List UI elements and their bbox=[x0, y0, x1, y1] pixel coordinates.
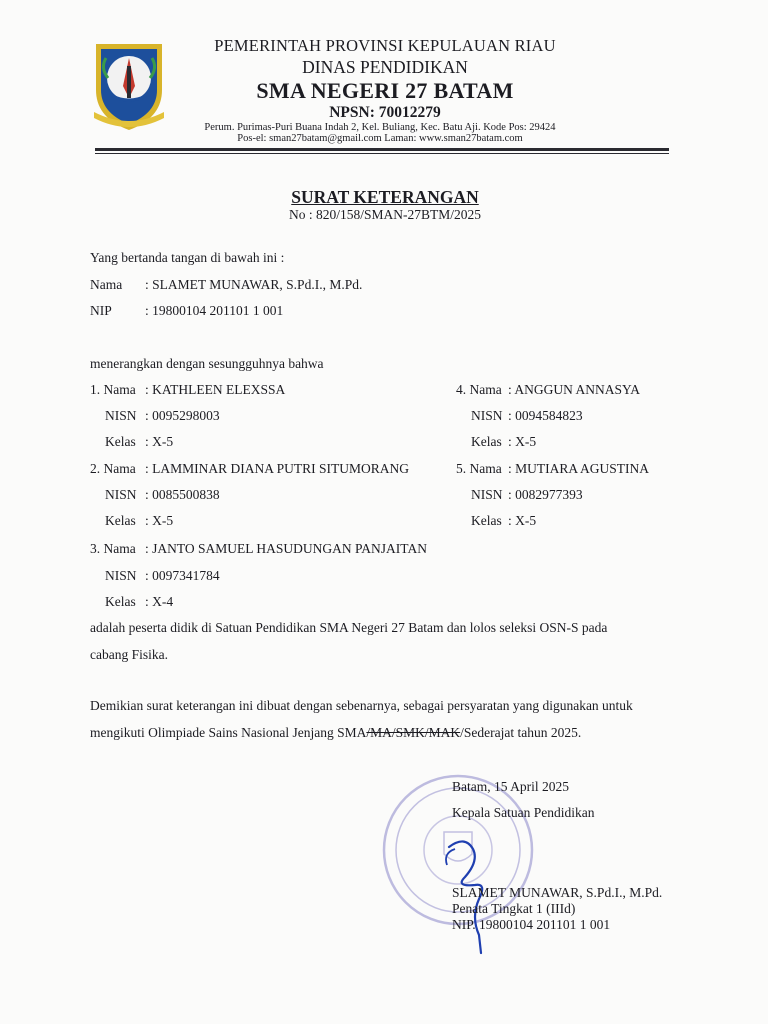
student-name-label: 5. Nama bbox=[456, 461, 502, 476]
signer-name-label: Nama bbox=[90, 277, 123, 292]
student-nisn-label: NISN bbox=[105, 408, 137, 423]
letter-title: SURAT KETERANGAN bbox=[291, 187, 479, 207]
signature-nip: NIP. 19800104 201101 1 001 bbox=[452, 917, 611, 932]
paragraph-2-text-a: mengikuti Olimpiade Sains Nasional Jenjang SMA bbox=[90, 725, 367, 740]
intro-text: Yang bertanda tangan di bawah ini : bbox=[90, 250, 285, 265]
student-name: : JANTO SAMUEL HASUDUNGAN PANJAITAN bbox=[145, 541, 427, 556]
student-name: : ANGGUN ANNASYA bbox=[508, 382, 641, 397]
student-name-label: 2. Nama bbox=[90, 461, 136, 476]
letterhead-divider-thin bbox=[95, 153, 669, 154]
student-kelas: : X-5 bbox=[145, 434, 174, 449]
npsn-heading: NPSN: 70012279 bbox=[329, 104, 441, 121]
student-kelas-label: Kelas bbox=[471, 434, 502, 449]
student-nisn-label: NISN bbox=[105, 568, 137, 583]
student-kelas: : X-5 bbox=[145, 513, 174, 528]
student-kelas: : X-4 bbox=[145, 594, 174, 609]
school-heading: SMA NEGERI 27 BATAM bbox=[256, 78, 514, 103]
government-heading: PEMERINTAH PROVINSI KEPULAUAN RIAU bbox=[214, 36, 556, 55]
student-name-label: 3. Nama bbox=[90, 541, 136, 556]
paragraph-2-line-2 bbox=[90, 725, 581, 741]
paragraph-1-line-1: adalah peserta didik di Satuan Pendidikan SMA Negeri 27 Batam dan lolos seleksi OSN-S pada bbox=[90, 620, 608, 635]
student-kelas-label: Kelas bbox=[105, 434, 136, 449]
student-name: : MUTIARA AGUSTINA bbox=[508, 461, 650, 476]
student-name: : LAMMINAR DIANA PUTRI SITUMORANG bbox=[145, 461, 410, 476]
student-kelas-label: Kelas bbox=[105, 513, 136, 528]
signature-name: SLAMET MUNAWAR, S.Pd.I., M.Pd. bbox=[452, 885, 663, 900]
student-nisn-label: NISN bbox=[471, 487, 503, 502]
department-heading: DINAS PENDIDIKAN bbox=[302, 57, 468, 77]
school-address: Perum. Purimas-Puri Buana Indah 2, Kel. Buliang, Kec. Batu Aji. Kode Pos: 29424 bbox=[204, 122, 556, 133]
student-name-label: 4. Nama bbox=[456, 382, 502, 397]
signature-position: Kepala Satuan Pendidikan bbox=[452, 805, 595, 820]
signer-nip-label: NIP bbox=[90, 303, 112, 318]
student-nisn: : 0082977393 bbox=[508, 487, 583, 502]
provincial-emblem-icon bbox=[90, 38, 168, 134]
student-kelas-label: Kelas bbox=[471, 513, 502, 528]
letter-number: No : 820/158/SMAN-27BTM/2025 bbox=[288, 207, 481, 222]
signer-nip-value: : 19800104 201101 1 001 bbox=[145, 303, 284, 318]
declaration-text: menerangkan dengan sesungguhnya bahwa bbox=[90, 356, 324, 371]
student-nisn: : 0094584823 bbox=[508, 408, 583, 423]
student-nisn: : 0097341784 bbox=[145, 568, 220, 583]
signature-place-date: Batam, 15 April 2025 bbox=[452, 779, 569, 794]
student-kelas: : X-5 bbox=[508, 434, 537, 449]
signature-rank: Penata Tingkat 1 (IIId) bbox=[452, 901, 576, 916]
signer-name-value: : SLAMET MUNAWAR, S.Pd.I., M.Pd. bbox=[145, 277, 363, 292]
student-nisn: : 0095298003 bbox=[145, 408, 220, 423]
student-name-label: 1. Nama bbox=[90, 382, 136, 397]
student-nisn-label: NISN bbox=[105, 487, 137, 502]
paragraph-2-struck-text: /MA/SMK/MAK bbox=[366, 725, 461, 740]
paragraph-1-line-2: cabang Fisika. bbox=[90, 647, 168, 662]
student-nisn: : 0085500838 bbox=[145, 487, 220, 502]
student-nisn-label: NISN bbox=[471, 408, 503, 423]
paragraph-2-line-1: Demikian surat keterangan ini dibuat dengan sebenarnya, sebagai persyaratan yang digunakan untuk bbox=[90, 698, 633, 713]
student-name: : KATHLEEN ELEXSSA bbox=[145, 382, 286, 397]
student-kelas: : X-5 bbox=[508, 513, 537, 528]
student-kelas-label: Kelas bbox=[105, 594, 136, 609]
letterhead-divider-thick bbox=[95, 148, 669, 151]
paragraph-2-text-b: /Sederajat tahun 2025. bbox=[460, 725, 582, 740]
school-contact: Pos-el: sman27batam@gmail.com Laman: www.sman27batam.com bbox=[237, 133, 523, 144]
